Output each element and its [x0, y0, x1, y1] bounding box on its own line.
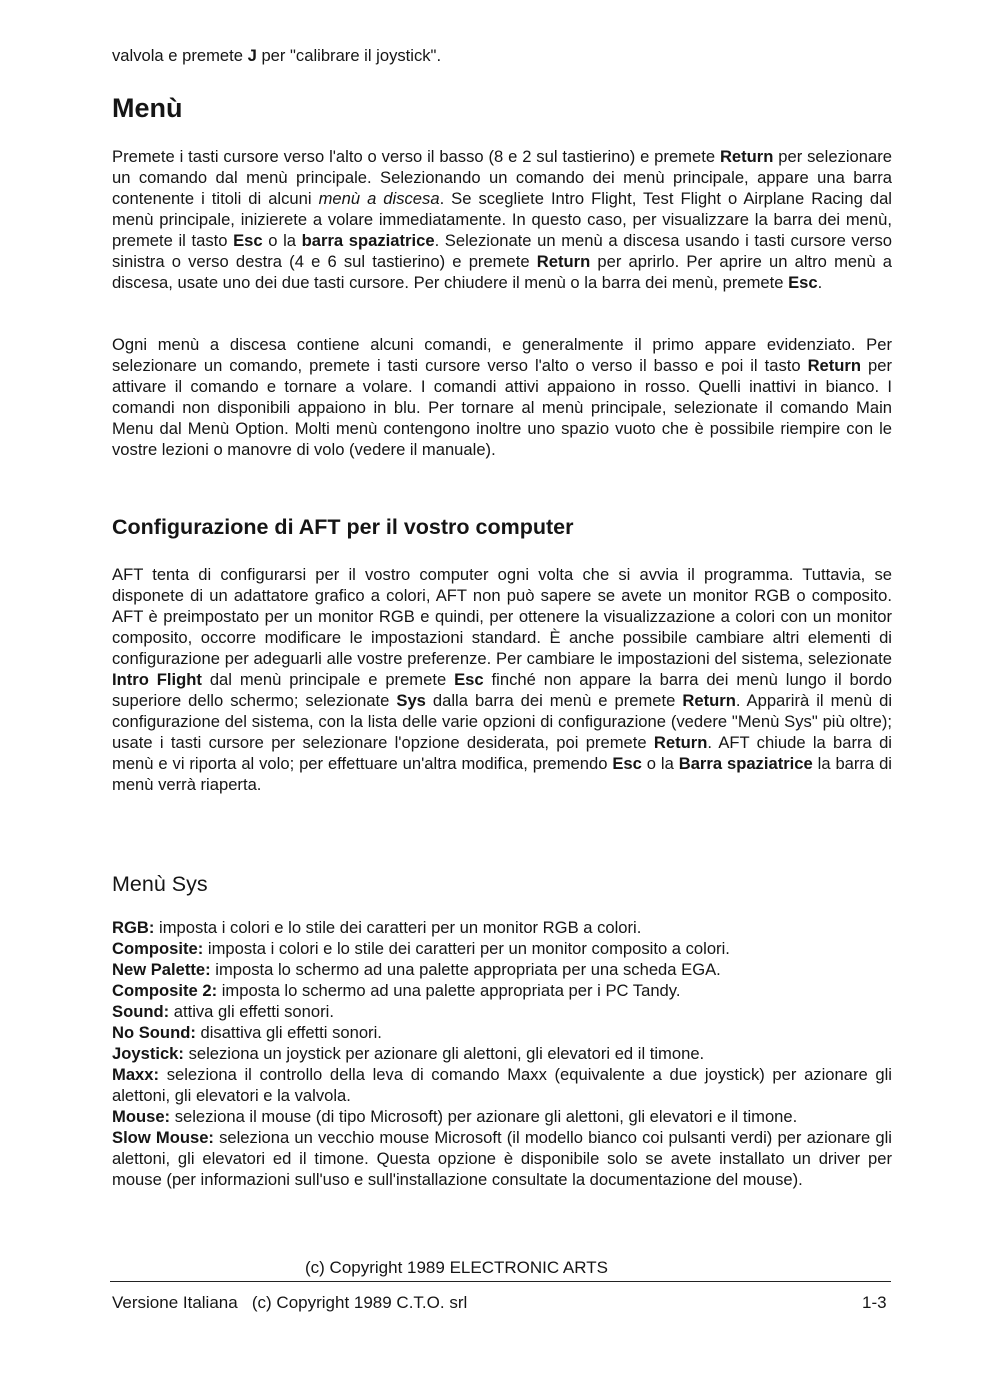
- config-text: dal menù principale e premete: [201, 670, 455, 689]
- sys-option-rgb: [112, 917, 892, 938]
- option-description: imposta i colori e lo stile dei caratteri per un monitor RGB a colori.: [154, 918, 642, 937]
- sys-option-new-palette: [112, 959, 892, 980]
- sys-option-mouse: [112, 1106, 892, 1127]
- menu-text: Ogni menù a discesa contiene alcuni comandi, e generalmente il primo appare evidenziato. Per selezionare un comando, premete i tasti cursore verso l'alto o verso il basso e poi il tasto: [112, 335, 892, 375]
- sys-option-maxx: [112, 1064, 892, 1106]
- sys-option-sound: [112, 1001, 892, 1022]
- sys-section-title: Menù Sys: [112, 872, 208, 896]
- menu-paragraph-2: [112, 334, 892, 460]
- option-label: Sound:: [112, 1002, 170, 1021]
- option-label: No Sound:: [112, 1023, 196, 1042]
- key-spacebar: barra spaziatrice: [301, 231, 435, 250]
- menu-section-title: Menù: [112, 93, 183, 123]
- italic-term: menù a discesa: [318, 189, 440, 208]
- term-intro-flight: Intro Flight: [112, 670, 202, 689]
- option-label: Composite 2:: [112, 981, 218, 1000]
- intro-text-a: valvola e premete: [112, 46, 248, 65]
- option-label: Slow Mouse:: [112, 1128, 214, 1147]
- sys-option-slow-mouse: [112, 1127, 892, 1190]
- key-return: Return: [653, 733, 708, 752]
- option-description: imposta lo schermo ad una palette appropriata per una scheda EGA.: [210, 960, 721, 979]
- option-label: RGB:: [112, 918, 155, 937]
- key-j: J: [247, 46, 257, 65]
- sys-option-composite-2: [112, 980, 892, 1001]
- option-description: disattiva gli effetti sonori.: [195, 1023, 382, 1042]
- key-return: Return: [536, 252, 591, 271]
- key-return: Return: [807, 356, 862, 375]
- menu-text: Premete i tasti cursore verso l'alto o verso il basso (8 e 2 sul tastierino) e premete: [112, 147, 720, 166]
- menu-text: . Se scegliete Intro Flight, Test Flight o Airplane Racing dal menù principale, inizierete a volare immediatamente. In questo caso, per visualizzare la barra dei menù, premete il tasto: [112, 189, 892, 250]
- menu-text: per attivare il comando e tornare a volare. I comandi attivi appaiono in rosso. Quelli inattivi in bianco. I comandi non disponibili appaiono in blu. Per tornare al menù principale, selezionate il comando Main Menu dal Menù Option. Molti menù contengono inoltre uno spazio vuoto che è possibile riempire con le vostre lezioni o manovre di volo (vedere il manuale).: [112, 356, 892, 459]
- intro-line: [112, 45, 892, 66]
- config-text: dalla barra dei menù e premete: [425, 691, 683, 710]
- option-description: seleziona un vecchio mouse Microsoft (il modello bianco coi pulsanti verdi) per azionare gli alettoni, gli elevatori ed il timone. Questa opzione è disponibile solo se avete installato un driver per mouse (per informazioni sull'uso e sull'installazione consultate la documentazione del mouse).: [112, 1128, 892, 1189]
- config-text: . Apparirà il menù di configurazione del sistema, con la lista delle varie opzioni di configurazione (vedere "Menù Sys" più oltre); usate i tasti cursore per selezionare l'opzione desiderata, poi premete: [112, 691, 893, 752]
- config-text: la barra di menù verrà riaperta.: [112, 754, 892, 794]
- term-sys: Sys: [396, 691, 426, 710]
- key-esc: Esc: [612, 754, 642, 773]
- footer-divider: [110, 1281, 891, 1282]
- option-description: seleziona un joystick per azionare gli alettoni, gli elevatori ed il timone.: [183, 1044, 705, 1063]
- menu-paragraph-1: [112, 146, 892, 293]
- config-paragraph: [112, 564, 892, 795]
- config-text: AFT tenta di configurarsi per il vostro computer ogni volta che si avvia il programma. Tuttavia, se disponete di un adattatore grafico a colori, AFT non può sapere se avete un monitor RGB o composito. AFT è preimpostato per un monitor RGB e quindi, per ottenere la visualizzazione a colori con un monitor composito, occorre modificare le impostazioni standard. È anche possibile cambiare altri elementi di configurazione per adeguarli alle vostre preferenze. Per cambiare le impostazioni del sistema, selezionate: [112, 565, 892, 668]
- option-description: attiva gli effetti sonori.: [169, 1002, 334, 1021]
- menu-text: per selezionare un comando dal menù principale. Selezionando un comando dei menù principale, appare una barra contenente i titoli di alcuni: [112, 147, 892, 208]
- menu-text: .: [817, 273, 823, 292]
- option-label: Maxx:: [112, 1065, 160, 1084]
- key-esc: Esc: [454, 670, 484, 689]
- menu-text: . Selezionate un menù a discesa usando i tasti cursore verso sinistra o verso destra (4 e 6 sul tastierino) e premete: [112, 231, 893, 271]
- config-section-title: Configurazione di AFT per il vostro computer: [112, 515, 574, 539]
- key-return: Return: [719, 147, 774, 166]
- option-description: seleziona il mouse (di tipo Microsoft) per azionare gli alettoni, gli elevatori e il timone.: [170, 1107, 798, 1126]
- intro-text-b: per "calibrare il joystick".: [256, 46, 442, 65]
- option-label: Mouse:: [112, 1107, 171, 1126]
- footer-edition: Versione Italiana (c) Copyright 1989 C.T.O. srl: [112, 1293, 468, 1312]
- config-text: o la: [641, 754, 679, 773]
- config-text: . AFT chiude la barra di menù e vi riporta al volo; per effettuare un'altra modifica, premendo: [112, 733, 892, 773]
- menu-text: per aprirlo. Per aprire un altro menù a discesa, usate uno dei due tasti cursore. Per chiudere il menù o la barra dei menù, premete: [112, 252, 892, 292]
- key-spacebar: Barra spaziatrice: [678, 754, 813, 773]
- option-label: Joystick:: [112, 1044, 184, 1063]
- sys-option-no-sound: [112, 1022, 892, 1043]
- option-label: New Palette:: [112, 960, 211, 979]
- key-esc: Esc: [788, 273, 818, 292]
- menu-text: o la: [262, 231, 302, 250]
- key-esc: Esc: [233, 231, 263, 250]
- copyright-line: (c) Copyright 1989 ELECTRONIC ARTS: [305, 1258, 608, 1277]
- option-description: imposta i colori e lo stile dei caratteri per un monitor composito a colori.: [203, 939, 730, 958]
- option-description: seleziona il controllo della leva di comando Maxx (equivalente a due joystick) per azionare gli alettoni, gli elevatori e la valvola.: [112, 1065, 892, 1105]
- option-label: Composite:: [112, 939, 204, 958]
- option-description: imposta lo schermo ad una palette appropriata per i PC Tandy.: [217, 981, 681, 1000]
- config-text: finché non appare la barra dei menù lungo il bordo superiore dello schermo; selezionate: [112, 670, 892, 710]
- sys-options-list: [112, 917, 892, 1190]
- sys-option-joystick: [112, 1043, 892, 1064]
- key-return: Return: [682, 691, 736, 710]
- sys-option-composite: [112, 938, 892, 959]
- page-number: 1-3: [862, 1293, 887, 1312]
